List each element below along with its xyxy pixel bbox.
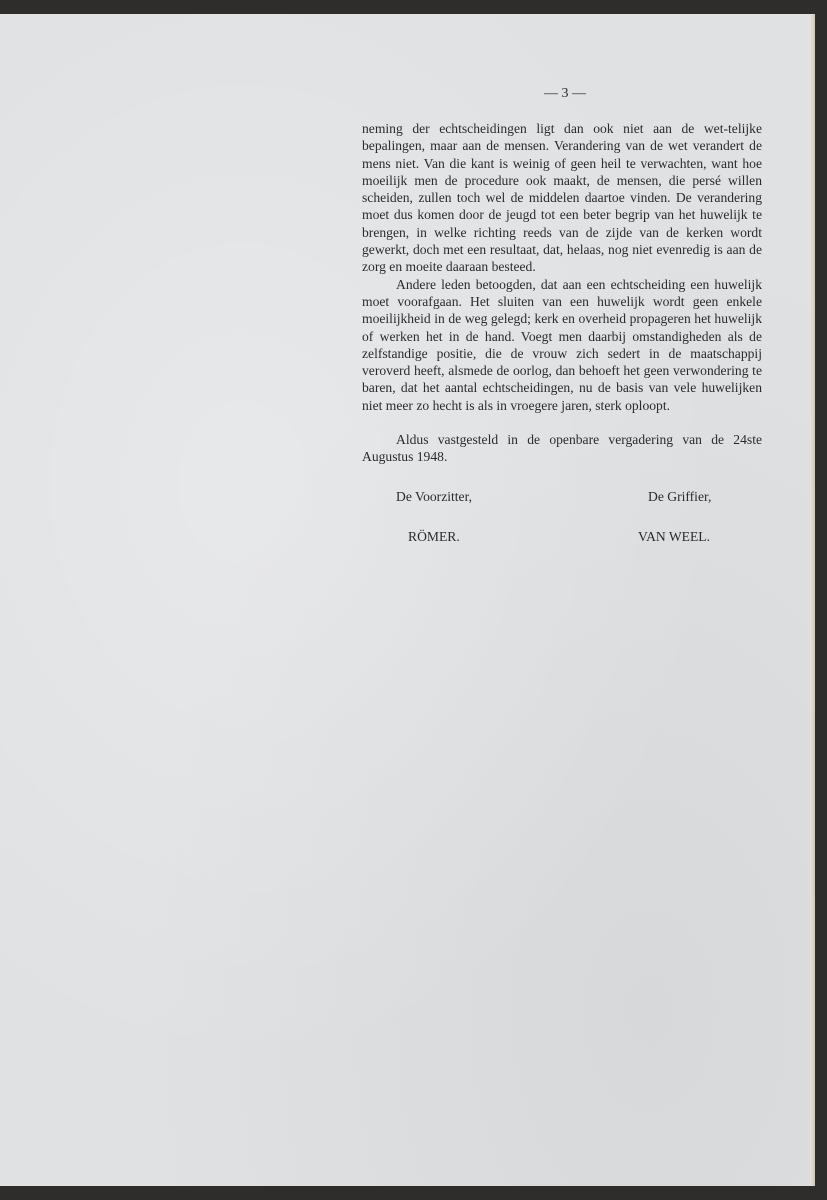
paragraph-continuation: neming der echtscheidingen ligt dan ook niet aan de wet-telijke bepalingen, maar aan de mensen. Verandering van de wet verandert de mens niet. Van die kant is weinig of geen heil te verwachten, want hoe moeilijk men de procedure ook maakt, de mensen, die persé willen scheiden, zullen toch wel de middelen daartoe vinden. De verandering moet dus komen door de jeugd tot een beter begrip van het huwelijk te brengen, in welke richting reeds van de zijde van de kerken wordt gewerkt, doch met een resultaat, dat, helaas, nog niet evenredig is aan de zorg en moeite daaraan besteed. [362, 121, 762, 275]
paragraph-gap [362, 414, 762, 431]
page-number: — 3 — [544, 86, 586, 101]
signature-titles [362, 488, 762, 506]
signature-names [362, 528, 762, 546]
chairman-title: De Voorzitter, [396, 488, 472, 504]
chairman-name: RÖMER. [408, 528, 460, 544]
body-text [362, 120, 762, 546]
paper-edge [810, 14, 815, 1186]
clerk-title: De Griffier, [648, 488, 712, 504]
paragraph-adoption: Aldus vastgesteld in de openbare vergadering van de 24ste Augustus 1948. [362, 432, 762, 465]
clerk-name: VAN WEEL. [638, 528, 710, 544]
paragraph-other-members: Andere leden betoogden, dat aan een echtscheiding een huwelijk moet voorafgaan. Het sluiten van een huwelijk wordt geen enkele moeilijkheid in de weg gelegd; kerk en overheid propageren het huwelijk of werken het in de hand. Voegt men daarbij omstandigheden als de zelfstandige positie, die de vrouw zich sedert in de maatschappij veroverd heeft, alsmede de oorlog, dan behoeft het geen verwondering te baren, dat het aantal echtscheidingen, nu de basis van vele huwelijken niet meer zo hecht is als in vroegere jaren, sterk oploopt. [362, 276, 762, 413]
